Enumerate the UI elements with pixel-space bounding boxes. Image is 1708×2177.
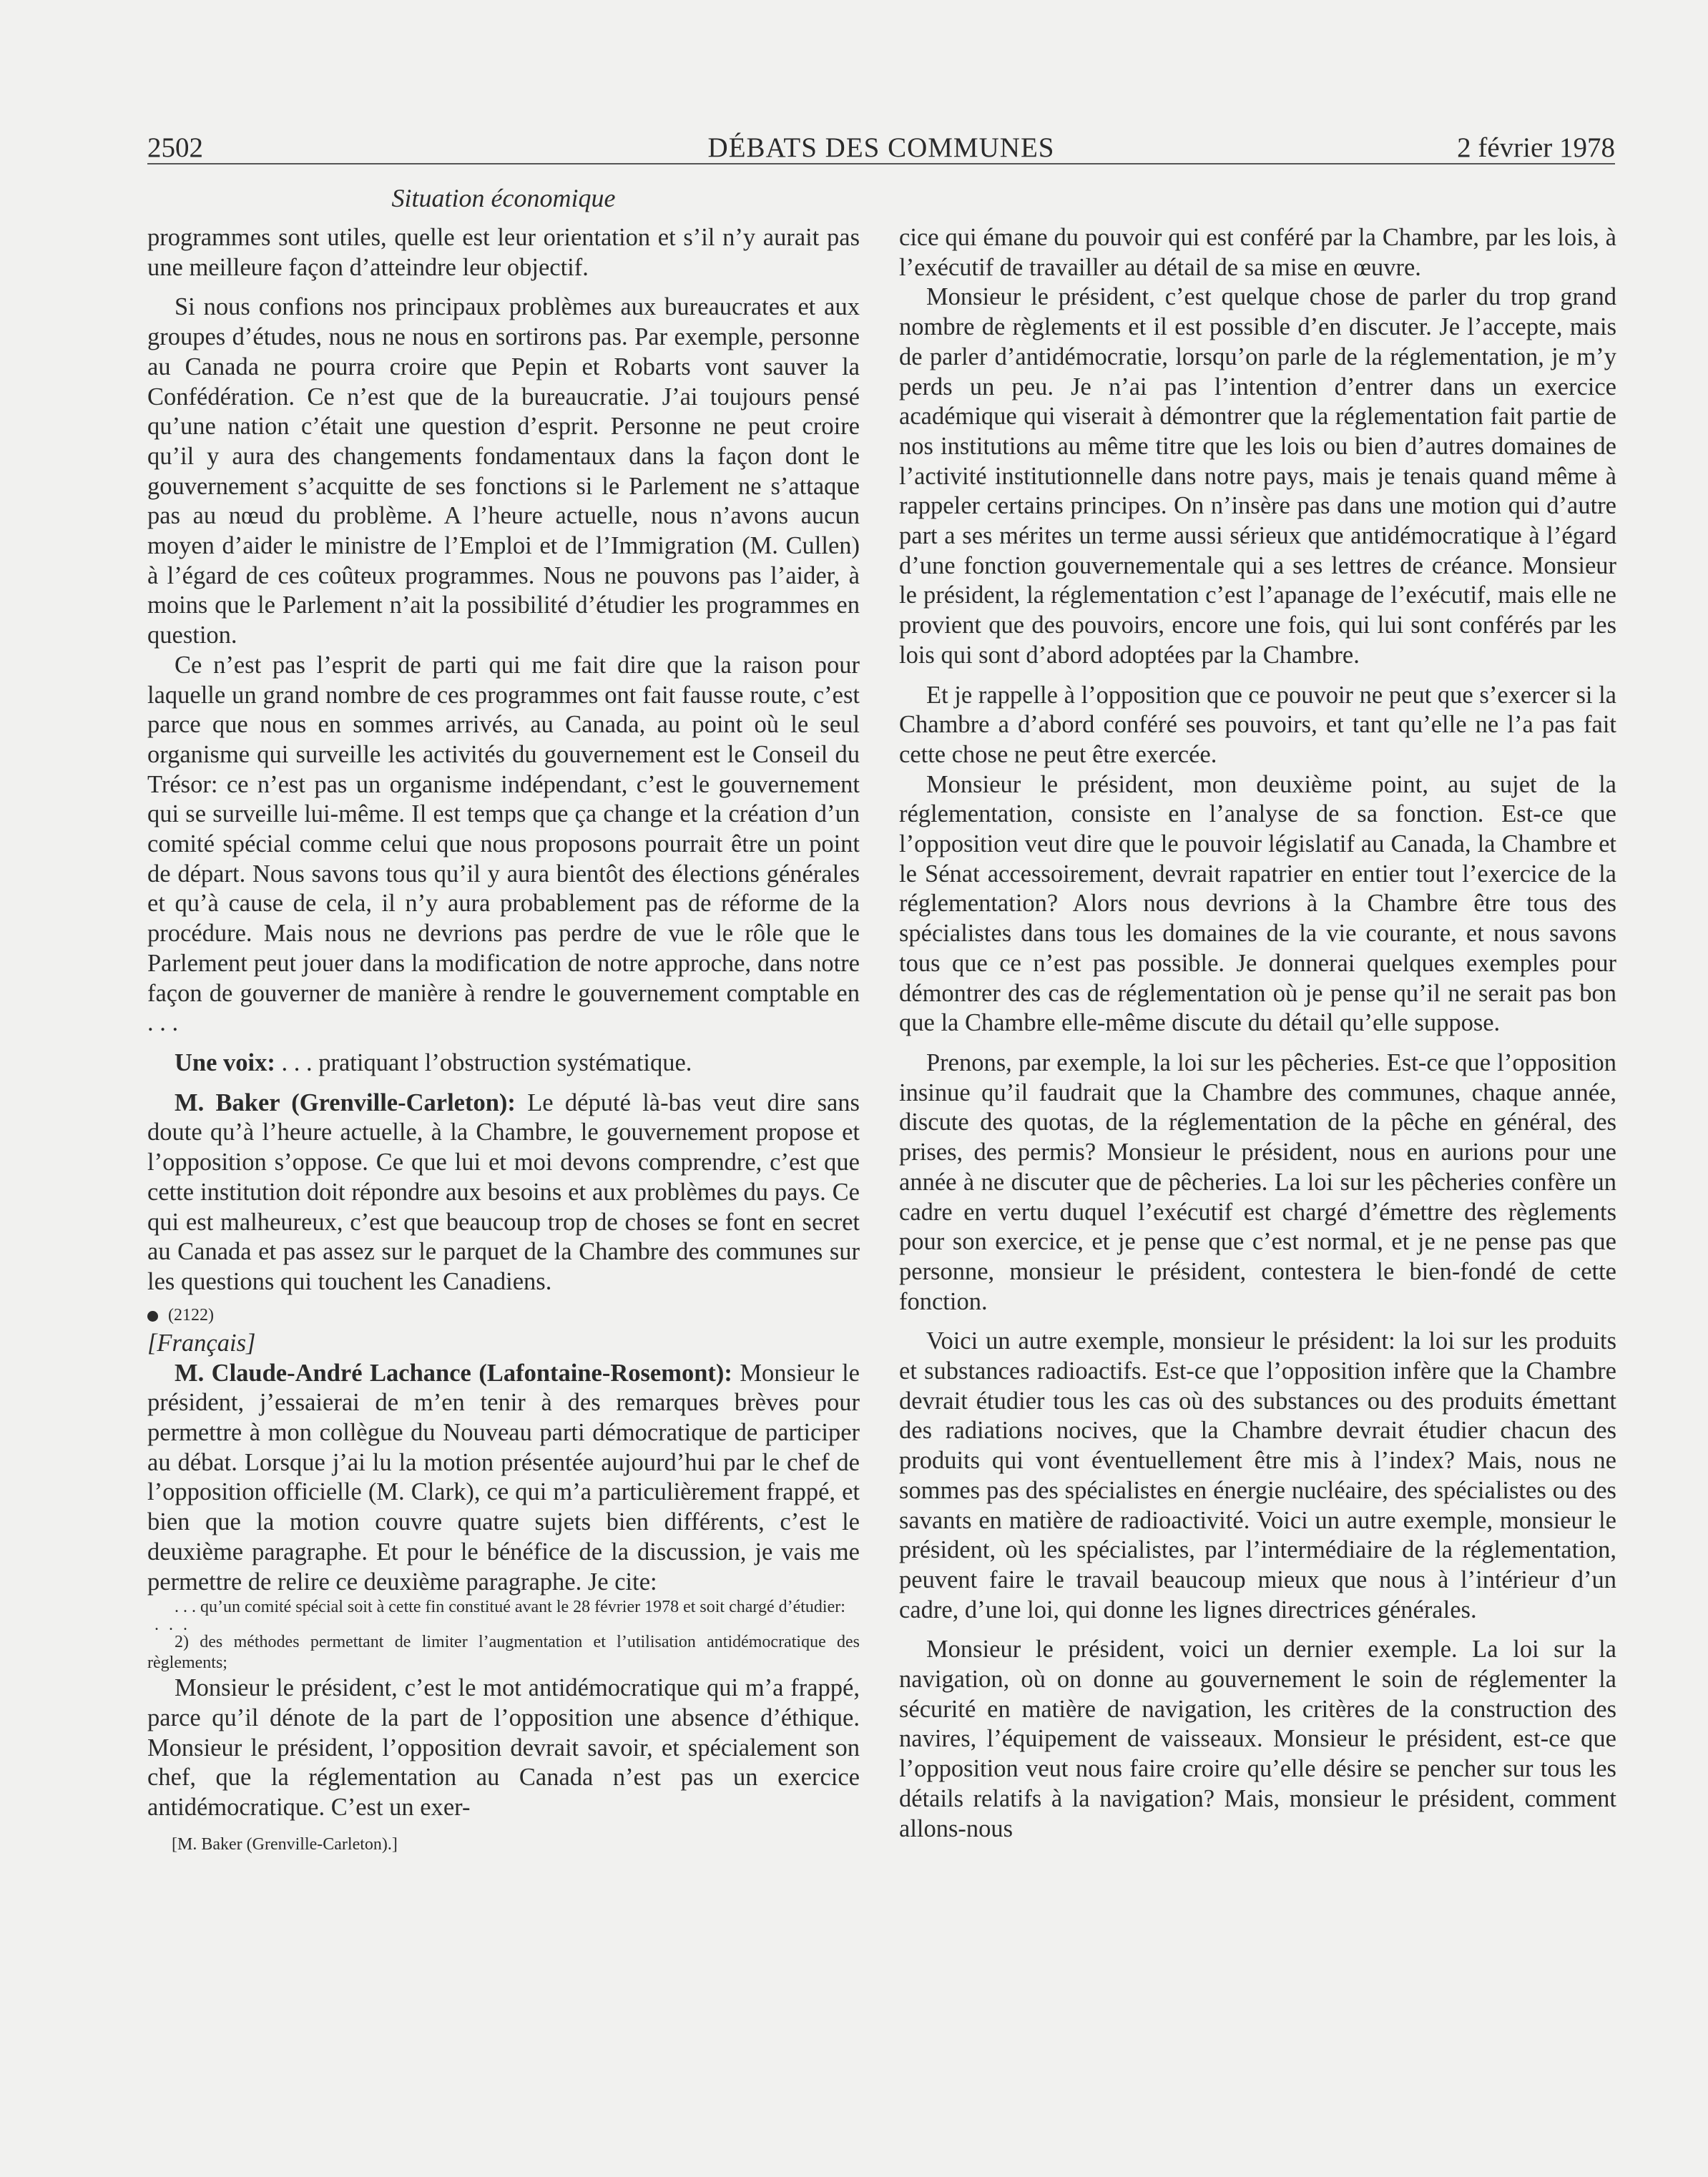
speech-baker (147, 1088, 860, 1297)
paragraph: Monsieur le président, mon deuxième point, au sujet de la réglementation, consiste en l’analyse de sa fonction. Est-ce que l’opposition veut dire que le pouvoir législatif au Canada, la Chambre et le Sénat accessoirement, devrait rapatrier en entier tout l’exercice de la réglementation? Alors nous devrions à la Chambre être tous des spécialistes dans tous les domaines de la vie courante, et nous savons tous que ce n’est pas possible. Je donnerai quelques exemples pour démontrer des cas de réglementation où je pense qu’il ne serait pas bon que la Chambre elle-même discute du détail qu’elle suppose. (899, 770, 1616, 1037)
time-marker (147, 1303, 860, 1327)
speaker-name: M. Claude-André Lachance (Lafontaine-Rosemont): (175, 1359, 732, 1387)
left-column (147, 223, 860, 1856)
paragraph: Voici un autre exemple, monsieur le président: la loi sur les produits et substances radioactifs. Est-ce que l’opposition infère que la Chambre devrait étudier tous les cas où des substances ou des produits émettant des radiations nocives, que la Chambre devrait étudier chacun des produits qui vont éventuellement être mis à l’index? Mais, nous ne sommes pas des spécialistes en énergie nucléaire, des spécialistes ou des savants en matière de radioactivité. Voici un autre exemple, monsieur le président, où les spécialistes, par l’intermédiaire de la réglementation, peuvent faire le travail beaucoup mieux que nous à l’intérieur d’un cadre, d’une loi, qui donne les lignes directrices générales. (899, 1327, 1616, 1623)
paragraph: Ce n’est pas l’esprit de parti qui me fait dire que la raison pour laquelle un grand nombre de ces programmes ont fait fausse route, c’est parce que nous en sommes arrivés, au Canada, au point où le seul organisme qui surveille les activités du gouvernement est le Conseil du Trésor: ce n’est pas un organisme indépendant, c’est le gouvernement qui se surveille lui-même. Il est temps que ça change et la création d’un comité spécial comme celui que nous proposons pourrait être un point de départ. Nous savons tous qu’il y aura bientôt des élections générales et qu’à cause de cela, il n’y aura probablement pas de réforme de la procédure. Mais nous ne devrions pas perdre de vue le rôle que le Parlement peut jouer dans la modification de notre approche, dans notre façon de gouverner de manière à rendre le gouvernement comptable en . . . (147, 651, 860, 1037)
paragraph: cice qui émane du pouvoir qui est conféré par la Chambre, par les lois, à l’exécutif de travailler au détail de sa mise en œuvre. (899, 224, 1616, 281)
page-date: 2 février 1978 (1457, 132, 1615, 163)
page-number: 2502 (147, 132, 203, 163)
speaker-name: M. Baker (Grenville-Carleton): (175, 1088, 516, 1116)
paragraph: Et je rappelle à l’opposition que ce pouvoir ne peut que s’exercer si la Chambre a d’abord conféré ses pouvoirs, et tant qu’elle ne l’a pas fait cette chose ne peut être exercée. (899, 681, 1616, 768)
speech-text: Monsieur le président, j’essaierai de m’en tenir à des remarques brèves pour permettre à mon collègue du Nouveau parti démocratique de participer au débat. Lorsque j’ai lu la motion présentée aujourd’hui par le chef de l’opposition officielle (M. Clark), ce qui m’a particulièrement frappé, et bien que la motion couvre quatre sujets bien différents, c’est le deuxième paragraphe. Et pour le bénéfice de la discussion, je vais me permettre de relire ce deuxième paragraphe. Je cite: (147, 1359, 860, 1596)
speech-text: Le député là-bas veut dire sans doute qu’à l’heure actuelle, à la Chambre, le gouvernement propose et l’opposition s’oppose. Ce que lui et moi devons comprendre, c’est que cette institution doit répondre aux besoins et aux problèmes du pays. Ce qui est malheureux, c’est que beaucoup trop de choses se font en secret au Canada et pas assez sur le parquet de la Chambre des communes sur les questions qui touchent les Canadiens. (147, 1088, 860, 1295)
paragraph: Prenons, par exemple, la loi sur les pêcheries. Est-ce que l’opposition insinue qu’il faudrait que la Chambre des communes, chaque année, discute des quotas, de la réglementation de la pêche en général, des prises, des permis? Monsieur le président, nous en aurions pour une année à ne discuter que de pêcheries. La loi sur les pêcheries confère un cadre en vertu duquel l’exécutif est chargé d’émettre des règlements pour son exercice, et je pense que c’est normal, et je ne pense pas que personne, monsieur le président, contestera le bien-fondé de cette fonction. (899, 1048, 1616, 1315)
publication-title: DÉBATS DES COMMUNES (707, 132, 1055, 163)
language-tag: [Français] (147, 1329, 256, 1357)
right-column (899, 223, 1616, 1844)
paragraph: Monsieur le président, voici un dernier exemple. La loi sur la navigation, où on donne au gouvernement le soin de réglementer la sécurité en matière de navigation, les critères de la construction des navires, l’équipement de vaisseaux. Monsieur le président, est-ce que l’opposition veut nous faire croire qu’elle désire se pencher sur tous les détails relatifs à la navigation? Mais, monsieur le président, comment allons-nous (899, 1636, 1616, 1842)
paragraph: Si nous confions nos principaux problèmes aux bureaucrates et aux groupes d’études, nous ne nous en sortirons pas. Par exemple, personne au Canada ne pourra croire que Pepin et Robarts vont sauver la Confédération. Ce n’est que de la bureaucratie. J’ai toujours pensé qu’une nation c’était une question d’esprit. Personne ne peut croire qu’il y aura des changements fondamentaux dans la façon dont le gouvernement s’acquitte de ses fonctions si le Parlement ne s’attaque pas au nœud du problème. A l’heure actuelle, nous n’avons aucun moyen d’aider le ministre de l’Emploi et de l’Immigration (M. Cullen) à l’égard de ces coûteux programmes. Nous ne pouvons pas l’aider, à moins que le Parlement n’ait la possibilité d’étudier les programmes en question. (147, 293, 860, 649)
bullet-icon (147, 1311, 158, 1322)
page-header (147, 133, 1615, 164)
speech-voice (147, 1048, 860, 1078)
paragraph: Monsieur le président, c’est le mot antidémocratique qui m’a frappé, parce qu’il dénote de la part de l’opposition une absence d’éthique. Monsieur le président, l’opposition devrait savoir, et spécialement son chef, que la réglementation au Canada n’est pas un exercice antidémocratique. C’est un exer- (147, 1674, 860, 1822)
section-title: Situation économique (391, 184, 616, 212)
speech-text: . . . pratiquant l’obstruction systématique. (275, 1048, 692, 1076)
speaker-name: Une voix: (175, 1048, 275, 1076)
paragraph: Monsieur le président, c’est quelque chose de parler du trop grand nombre de règlements et il est possible d’en discuter. Je l’accepte, mais de parler d’antidémocratie, lorsqu’on parle de la réglementation, je m’y perds un peu. Je n’ai pas l’intention d’entrer dans un exercice académique qui viserait à démontrer que la réglementation fait partie de nos institutions au même titre que les lois ou bien d’autres domaines de l’activité institutionnelle dans notre pays, mais je tenais quand même à rappeler certains principes. On n’insère pas dans une motion qui d’autre part a ses mérites un terme aussi sérieux que antidémocratique à l’égard d’une fonction gouvernementale qui a ses lettres de créance. Monsieur le président, la réglementation c’est l’apanage de l’exécutif, mais elle ne provient que des pouvoirs, encore une fois, qui lui sont conférés par les lois qui sont d’abord adoptées par la Chambre. (899, 283, 1616, 669)
paragraph: programmes sont utiles, quelle est leur orientation et s’il n’y aurait pas une meilleure façon d’atteindre leur objectif. (147, 224, 860, 281)
quotation: . . . qu’un comité spécial soit à cette fin constitué avant le 28 février 1978 et soit chargé d’étudier: (175, 1598, 845, 1617)
quotation: 2) des méthodes permettant de limiter l’augmentation et l’utilisation antidémocratique des règlements; (147, 1633, 860, 1673)
time-marker-text: (2122) (168, 1305, 214, 1325)
speech-lachance (147, 1359, 860, 1598)
quotation-ellipsis: . . . (154, 1616, 190, 1635)
speaker-footer: [M. Baker (Grenville-Carleton).] (172, 1834, 398, 1854)
